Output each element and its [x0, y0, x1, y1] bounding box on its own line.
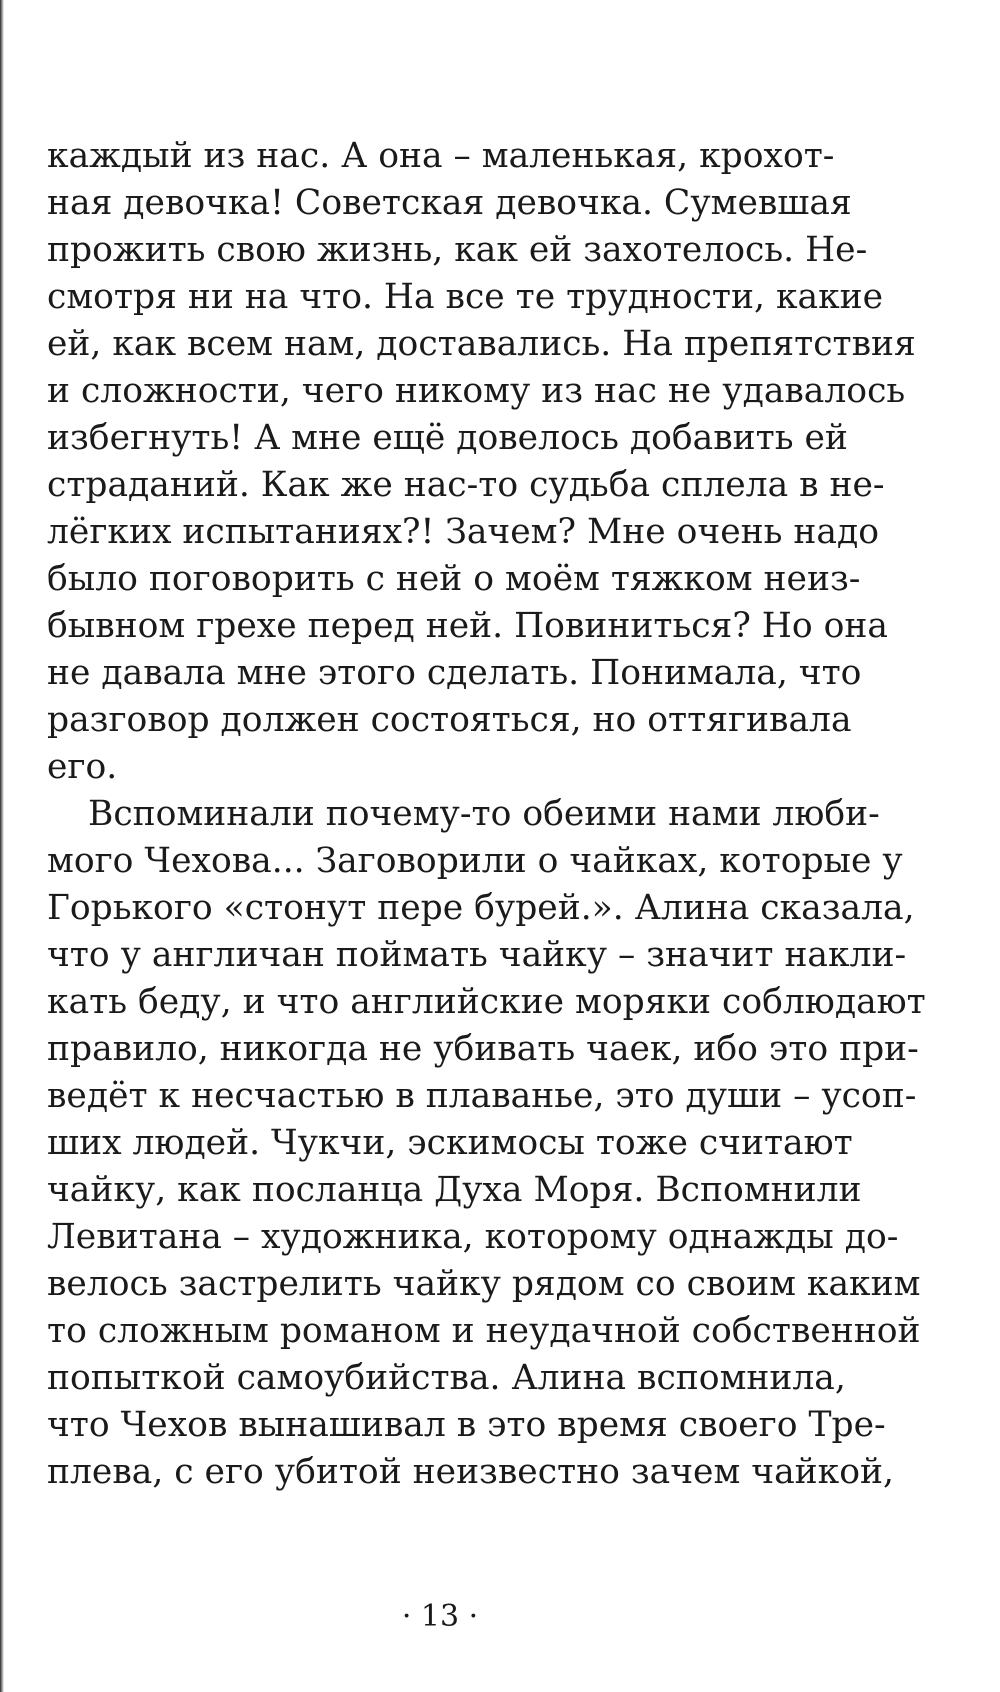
- text-line: ведёт к несчастью в плаванье, это души – усоп-: [47, 1076, 917, 1116]
- page-number: · 13 ·: [401, 1599, 479, 1634]
- text-line: его.: [47, 747, 118, 787]
- text-line: мого Чехова... Заговорили о чайках, которые у: [47, 841, 903, 881]
- text-line: что у англичан поймать чайку – значит накли-: [47, 935, 907, 975]
- text-line: разговор должен состояться, но оттягивала: [47, 700, 852, 740]
- text-line: смотря ни на что. На все те трудности, какие: [47, 277, 884, 317]
- text-line: то сложным романом и неудачной собственной: [47, 1311, 921, 1351]
- text-line: чайку, как посланца Духа Моря. Вспомнили: [47, 1170, 862, 1210]
- body-text: [47, 133, 926, 1496]
- text-line: что Чехов вынашивал в это время своего Тре-: [47, 1405, 886, 1445]
- text-line: велось застрелить чайку рядом со своим каким: [47, 1264, 921, 1304]
- text-line: ших людей. Чукчи, эскимосы тоже считают: [47, 1123, 853, 1163]
- page-edge-shadow: [0, 0, 4, 1692]
- text-line: лёгких испытаниях?! Зачем? Мне очень надо: [47, 512, 879, 552]
- text-line: ей, как всем нам, доставались. На препятствия: [47, 324, 916, 364]
- text-line: страданий. Как же нас-то судьба сплела в не-: [47, 465, 885, 505]
- text-line: ная девочка! Советская девочка. Сумевшая: [47, 183, 852, 223]
- text-line: попыткой самоубийства. Алина вспомнила,: [47, 1358, 846, 1398]
- text-line: бывном грехе перед ней. Повиниться? Но она: [47, 606, 888, 646]
- text-line: каждый из нас. А она – маленькая, крохот-: [47, 136, 835, 176]
- text-line: было поговорить с ней о моём тяжком неиз-: [47, 559, 861, 599]
- text-line: Горького «стонут пере бурей.». Алина сказала,: [47, 888, 915, 928]
- text-line: не давала мне этого сделать. Понимала, что: [47, 653, 862, 693]
- text-line: кать беду, и что английские моряки соблюдают: [47, 982, 926, 1022]
- text-line: Левитана – художника, которому однажды до-: [47, 1217, 899, 1257]
- text-line: избегнуть! А мне ещё довелось добавить ей: [47, 418, 848, 458]
- text-line: прожить свою жизнь, как ей захотелось. Не-: [47, 230, 868, 270]
- text-line: плева, с его убитой неизвестно зачем чайкой,: [47, 1452, 894, 1492]
- text-line: и сложности, чего никому из нас не удавалось: [47, 371, 906, 411]
- text-line: Вспоминали почему-то обеими нами люби-: [88, 794, 880, 834]
- text-line: правило, никогда не убивать чаек, ибо это при-: [47, 1029, 919, 1069]
